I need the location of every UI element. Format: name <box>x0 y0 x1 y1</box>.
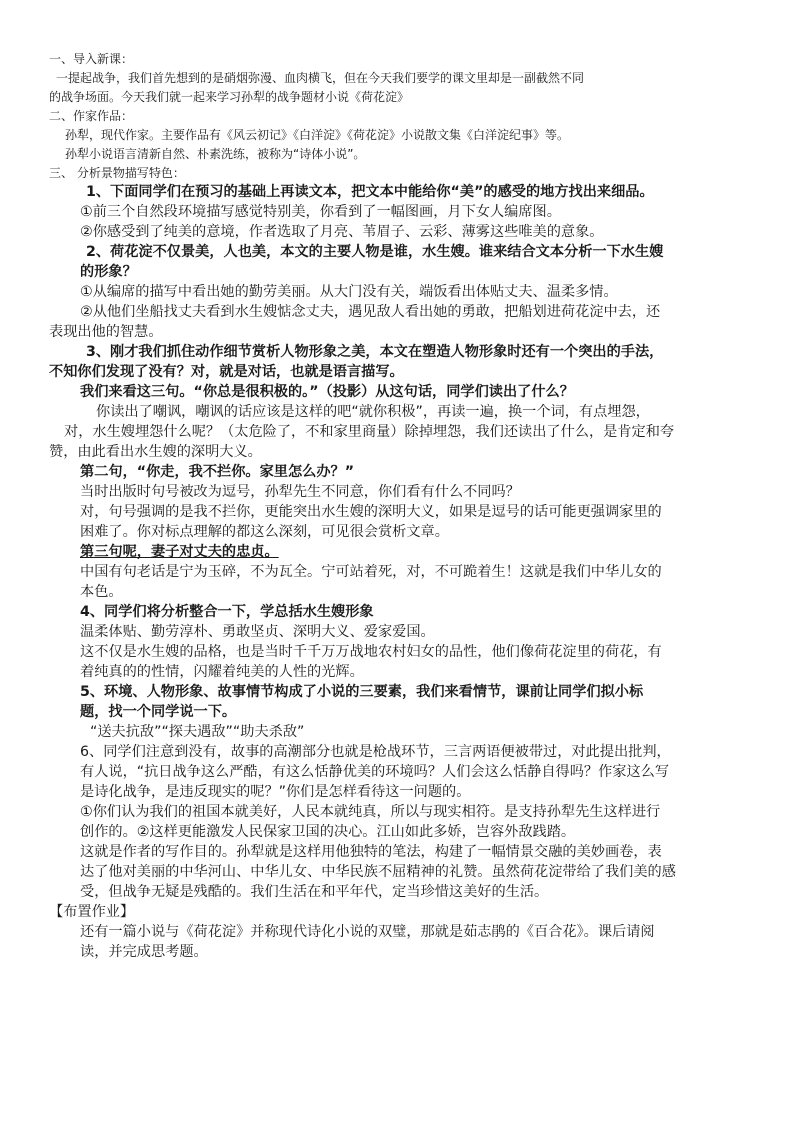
section-heading-analysis: 三、 分析景物描写特色： <box>49 166 185 180</box>
paragraph-line: 孙犁，现代作家。主要作品有《风云初记》《白洋淀》《荷花淀》小说散文集《白洋淀纪事》等。 <box>65 128 570 142</box>
paragraph-line: 赞，由此看出水生嫂的深明大义。 <box>49 444 262 460</box>
paragraph-line: 达了他对美丽的中华河山、中华儿女、中华民族不屈精神的礼赞。虽然荷花淀带给了我们美的感 <box>80 864 676 880</box>
question-heading: 的形象？ <box>80 264 137 280</box>
paragraph-line: 困难了。你对标点理解的都这么深刻，可见很会赏析文章。 <box>80 524 449 540</box>
paragraph-line: ①从编席的描写中看出她的勤劳美丽。从大门没有关，端饭看出体贴丈夫、温柔多情。 <box>80 284 618 300</box>
paragraph-line: 这就是作者的写作目的。孙犁就是这样用他独特的笔法，构建了一幅情景交融的美妙画卷，表 <box>80 844 662 860</box>
paragraph-line: 你读出了嘲讽，嘲讽的话应该是这样的吧“就你积极”，再读一遍，换一个词，有点埋怨， <box>96 404 650 420</box>
paragraph-line: ①前三个自然段环境描写感觉特别美，你看到了一幅图画，月下女人编席图。 <box>80 204 561 220</box>
paragraph-line: “送夫抗敌”“探夫遇敌”“助夫杀敌” <box>90 724 305 740</box>
paragraph-line: 是诗化战争，是违反现实的呢？”你们是怎样看待这一问题的。 <box>80 784 471 800</box>
paragraph-line: 当时出版时句号被改为逗号，孙犁先生不同意，你们看有什么不同吗？ <box>80 484 520 500</box>
paragraph-line: ②你感受到了纯美的意境，作者选取了月亮、苇眉子、云彩、薄雾这些唯美的意象。 <box>80 224 604 240</box>
paragraph-line: 孙犁小说语言清新自然、朴素洗练，被称为“诗体小说”。 <box>65 147 366 161</box>
paragraph-line: ②从他们坐船找丈夫看到水生嫂惦念丈夫，遇见敌人看出她的勇敢，把船划进荷花淀中去，还 <box>80 304 661 320</box>
question-heading: 4、同学们将分析整合一下，学总括水生嫂形象 <box>80 604 374 620</box>
paragraph-line: 一提起战争，我们首先想到的是硝烟弥漫、血肉横飞，但在今天我们要学的课文里却是一副截然不同 <box>56 71 585 85</box>
question-heading: 1、下面同学们在预习的基础上再读文本，把文本中能给你“美”的感受的地方找出来细品。 <box>86 184 654 200</box>
paragraph-line: 温柔体贴、勤劳淳朴、勇敢坚贞、深明大义、爱家爱国。 <box>80 624 435 640</box>
quote-heading: 我们来看这三句。“你总是很积极的。”（投影）从这句话，同学们读出了什么？ <box>80 384 574 400</box>
question-heading: 5、环境、人物形象、故事情节构成了小说的三要素，我们来看情节，课前让同学们拟小标 <box>80 684 644 700</box>
question-heading: 不知你们发现了没有？对，就是对话，也就是语言描写。 <box>49 364 404 380</box>
question-heading: 题，找一个同学说一下。 <box>80 704 237 720</box>
paragraph-line: 本色。 <box>80 584 123 600</box>
paragraph-line: 6、同学们注意到没有，故事的高潮部分也就是枪战环节，三言两语便被带过，对此提出批判， <box>80 744 671 760</box>
paragraph-line: 着纯真的的性情，闪耀着纯美的人性的光辉。 <box>80 664 364 680</box>
paragraph-line: 的战争场面。今天我们就一起来学习孙犁的战争题材小说《荷花淀》 <box>49 90 410 104</box>
paragraph-line: 有人说，“抗日战争这么严酷，有这么恬静优美的环境吗？人们会这么恬静自得吗？作家这么写 <box>80 764 670 780</box>
section-heading-author: 二、作家作品： <box>49 109 134 123</box>
paragraph-line: 创作的。②这样更能激发人民保家卫国的决心。江山如此多娇，岂容外敌践踏。 <box>80 824 576 840</box>
paragraph-line: 表现出他的智慧。 <box>49 324 163 340</box>
paragraph-line: 中国有句老话是宁为玉碎，不为瓦全。宁可站着死，对，不可跪着生！这就是我们中华儿女的 <box>80 564 662 580</box>
paragraph-line: 受，但战争无疑是残酷的。我们生活在和平年代，定当珍惜这美好的生活。 <box>80 884 549 900</box>
question-heading: 2、荷花淀不仅景美，人也美，本文的主要人物是谁，水生嫂。谁来结合文本分析一下水生嫂 <box>86 244 664 260</box>
question-heading: 3、刚才我们抓住动作细节赏析人物形象之美，本文在塑造人物形象时还有一个突出的手法， <box>86 344 664 360</box>
paragraph-line: 读，并完成思考题。 <box>80 944 208 960</box>
paragraph-line: 对，句号强调的是我不拦你，更能突出水生嫂的深明大义，如果是逗号的话可能更强调家里的 <box>80 504 662 520</box>
section-heading-intro: 一、导入新课： <box>49 52 134 66</box>
quote-heading: 第三句呢，妻子对丈夫的忠贞。 <box>80 544 279 560</box>
paragraph-line: 这不仅是水生嫂的品格，也是当时千千万万战地农村妇女的品性，他们像荷花淀里的荷花，有 <box>80 644 662 660</box>
paragraph-line: ①你们认为我们的祖国本就美好，人民本就纯真，所以与现实相符。是支持孙犁先生这样进行 <box>80 804 661 820</box>
homework-heading: 【布置作业】 <box>49 904 135 920</box>
paragraph-line: 还有一篇小说与《荷花淀》并称现代诗化小说的双璧，那就是茹志鹃的《百合花》。课后请阅 <box>80 924 655 940</box>
quote-heading: 第二句，“你走，我不拦你。家里怎么办？” <box>80 464 355 480</box>
paragraph-line: 对，水生嫂埋怨什么呢？（太危险了，不和家里商量）除掉埋怨，我们还读出了什么，是肯定和夸 <box>64 424 675 440</box>
